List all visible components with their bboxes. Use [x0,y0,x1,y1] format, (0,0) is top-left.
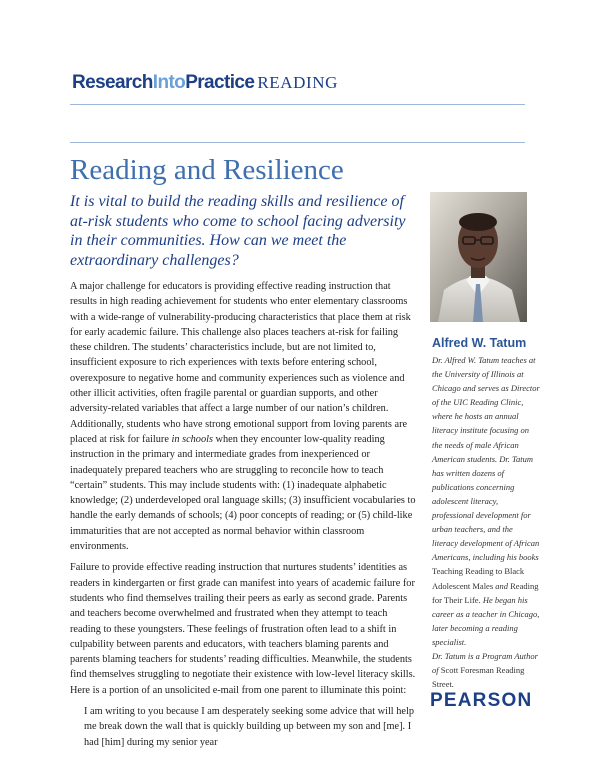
bio-text: Dr. Tatum is a Program Author of [432,650,538,676]
author-bio [432,353,540,691]
masthead-reading: READING [257,73,339,92]
bio-text: . He began his career as a teacher in Chicago, later becoming a reading specialist. [432,594,540,647]
author-photo [430,192,527,322]
bio-text: and [493,580,511,591]
masthead-research: Research [72,72,153,93]
program-title: Scott Foresman Reading Street [432,665,525,690]
book-title-1: Teaching Reading to Black Adolescent Males [432,566,525,591]
body-paragraph: Failure to provide effective reading instruction that nurtures students’ identities as readers in kindergarten or first grade can manifest into years of academic failure for students who find themselves trailing their peers as early as second grade. Parents and teachers become overwhelmed and frustrated when they attempt to teach reading to these youngsters. These feelings of frustration often lead to a shift in culpability between parents and educators, with teachers blaming parents and parents blaming teachers for students’ reading difficulties. Meanwhile, the students find themselves struggling to negotiate their existence with low-level literacy skills. Here is a portion of an unsolicited e-mail from one parent to illuminate this point: [70,562,416,696]
emphasis-text: in schools [171,433,213,445]
email-quote: I am writing to you because I am desperately seeking some advice that will help me break down the wall that is quickly building up between my son and [me]. I had [him] during my senior year [84,706,414,748]
body-paragraph [70,279,416,554]
masthead-practice: Practice [185,72,255,93]
top-divider [70,104,525,105]
body-text: A major challenge for educators is providing effective reading instruction that results in high reading achievement for students who enter elementary classrooms with a wide-range of vulnerability-producing characteristics that place them at risk for early academic failure. This challenge also places teachers at-risk for failing these children. The students’ characteristics include, but are not limited to, insufficient exposure to rich experiences with texts before entering school, overexposure to negative home and community experiences such as violence and other illicit activities, often fragile parental or guardian supports, and other adversity-related variables that affect a large number of our nation’s children. Additionally, students who have strong emotional support from loving parents are placed at risk for failure [70,281,411,445]
masthead-into: Into [152,72,186,93]
article-body [70,279,416,756]
deck-subtitle: It is vital to build the reading skills and resilience of at-risk students who come to school facing adversity in their communities. How can we meet the extraordinary challenges? [70,193,406,269]
body-text: when they encounter low-quality reading instruction in the primary and intermediate grades from inexperienced or inadequately prepared teachers who are struggling to reconcile how to teach “certain” students. This may include students with: (1) inadequate alphabetic knowledge; (2) underdeveloped oral language skills; (3) insufficient vocabularies to handle the early demands of schools; (4) poor concepts of reading; or (5) child-like immaturities that are not accepted as normal behavior within classroom environments. [70,433,416,553]
pearson-logo: PEARSON [430,690,533,711]
author-name: Alfred W. Tatum [432,336,527,350]
author-portrait-image [430,192,527,322]
bio-text: . [451,679,454,690]
title-divider [70,142,525,143]
masthead [72,72,338,94]
book-title-2: Reading for Their Life [432,580,539,605]
page-title: Reading and Resilience [70,154,344,186]
bio-text: Dr. Alfred W. Tatum teaches at the University of Illinois at Chicago and serves as Director of the UIC Reading Clinic, where he hosts an annual literacy institute focusing on the needs of male African American students. Dr. Tatum has written dozens of publications concerning adolescent literacy, professional development for urban teachers, and the literacy development of African Americans, including his books [432,355,540,563]
